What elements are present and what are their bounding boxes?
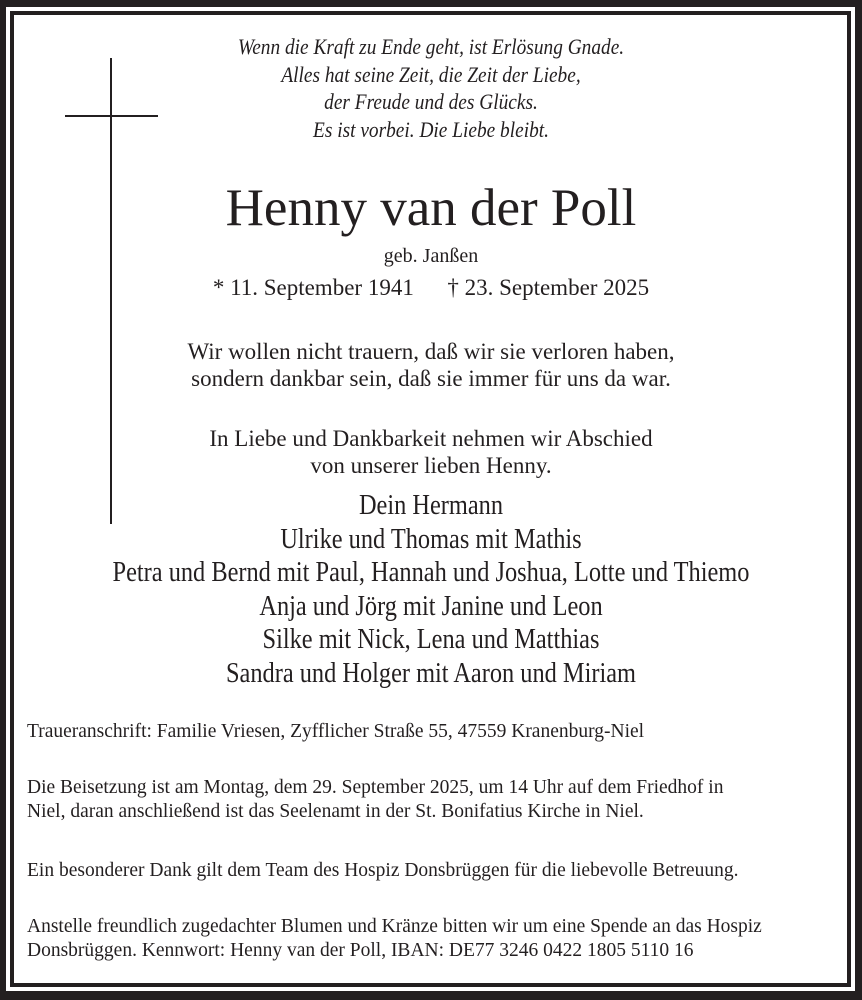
life-dates (0, 274, 862, 302)
family-line: Anja und Jörg mit Janine und Leon (259, 590, 603, 622)
memorial-verse (0, 338, 862, 392)
birth-star-icon: * (212, 275, 225, 300)
donation-line: Anstelle freundlich zugedachter Blumen und Kränze bitten wir um eine Spende an das Hospiz (27, 916, 762, 937)
verse-line: sondern dankbar sein, daß sie immer für uns da war. (191, 366, 671, 391)
burial-line: Niel, daran anschließend ist das Seelenamt in der St. Bonifatius Kirche in Niel. (27, 801, 644, 822)
farewell-text (0, 425, 862, 479)
family-line: Sandra und Holger mit Aaron und Miriam (225, 657, 636, 689)
family-line: Ulrike und Thomas mit Mathis (280, 523, 582, 555)
family-list (56, 489, 806, 690)
farewell-line: In Liebe und Dankbarkeit nehmen wir Abschied (209, 426, 653, 451)
motto-line: der Freude und des Glücks. (324, 89, 538, 114)
mourning-address: Traueranschrift: Familie Vriesen, Zyfflicher Straße 55, 47559 Kranenburg-Niel (27, 721, 645, 742)
motto-poem (60, 33, 801, 143)
motto-line: Alles hat seine Zeit, die Zeit der Liebe, (281, 61, 581, 87)
motto-line: Es ist vorbei. Die Liebe bleibt. (313, 116, 549, 142)
donation-line: Donsbrüggen. Kennwort: Henny van der Poll, IBAN: DE77 3246 0422 1805 5110 16 (27, 940, 694, 961)
death-date: 23. September 2025 (464, 275, 650, 300)
birth-date: 11. September 1941 (230, 275, 414, 300)
donation-info (27, 915, 827, 963)
verse-line: Wir wollen nicht trauern, daß wir sie verloren haben, (187, 339, 675, 364)
deceased-name: Henny van der Poll (225, 179, 637, 237)
burial-info (27, 776, 827, 824)
family-line: Silke mit Nick, Lena und Matthias (262, 624, 600, 655)
farewell-line: von unserer lieben Henny. (310, 453, 552, 478)
birth-name: geb. Janßen (383, 245, 479, 267)
dagger-icon: † (447, 275, 459, 300)
motto-line: Wenn die Kraft zu Ende geht, ist Erlösung Gnade. (237, 34, 625, 59)
thanks-note: Ein besonderer Dank gilt dem Team des Hospiz Donsbrüggen für die liebevolle Betreuung. (27, 860, 739, 881)
family-line: Petra und Bernd mit Paul, Hannah und Joshua, Lotte und Thiemo (112, 557, 750, 588)
family-line: Dein Hermann (358, 490, 504, 521)
burial-line: Die Beisetzung ist am Montag, dem 29. September 2025, um 14 Uhr auf dem Friedhof in (27, 777, 724, 798)
